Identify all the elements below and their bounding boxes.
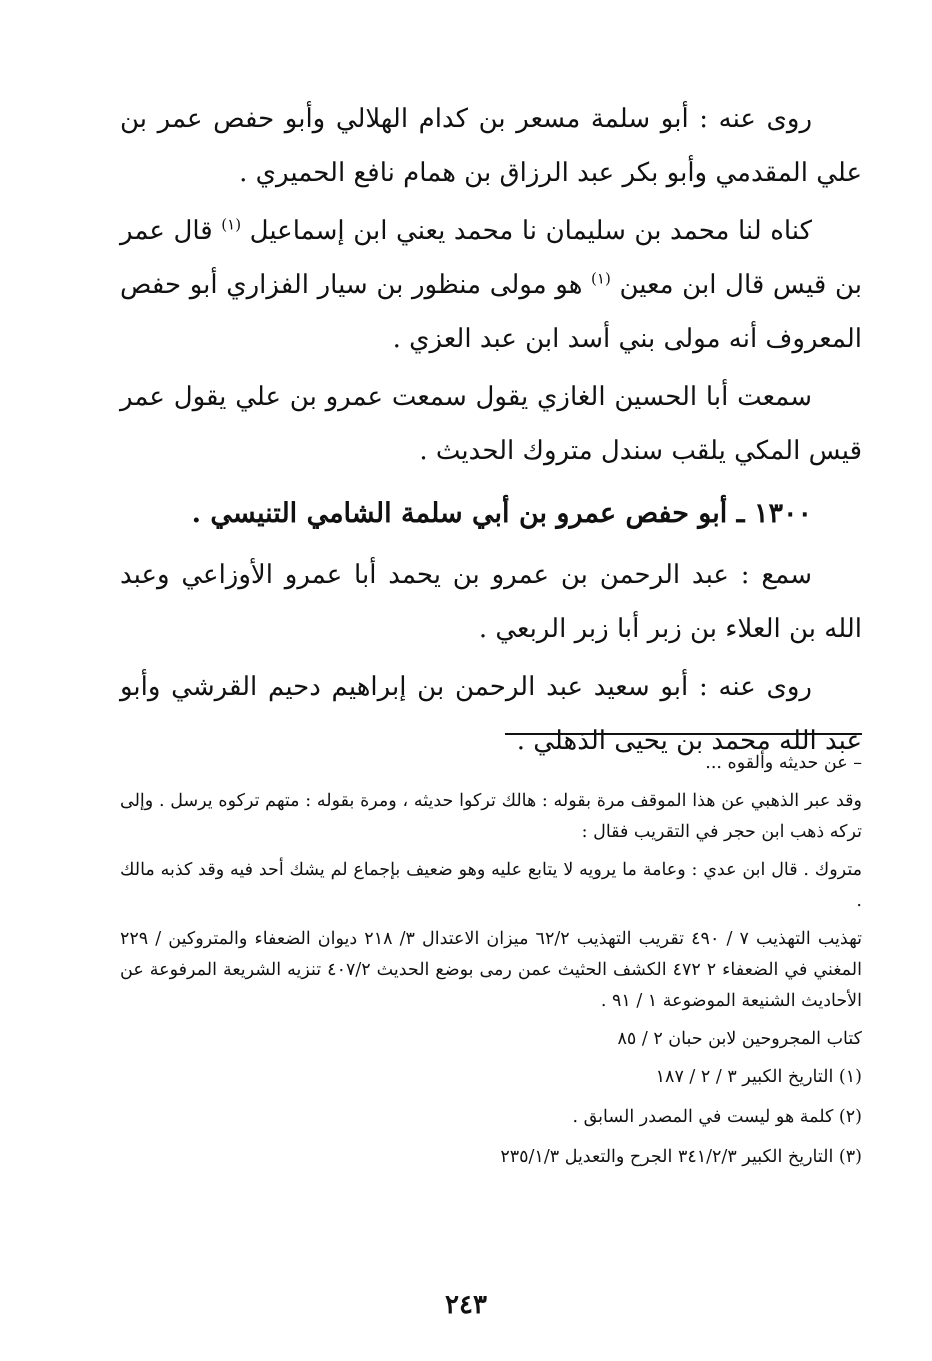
- footnote-divider: [505, 733, 862, 735]
- footnote-marker: (١): [221, 215, 242, 234]
- entry-heading: ١٣٠٠ ـ أبو حفص عمرو بن أبي سلمة الشامي التنيسي .: [191, 498, 812, 529]
- paragraph-text: قال عمر بن قيس قال ابن معين: [120, 216, 862, 300]
- paragraph-text: سمع : عبد الرحمن بن عمرو بن يحمد أبا عمرو الأوزاعي وعبد الله بن العلاء بن زبر أبا زبر الربعي .: [120, 560, 862, 644]
- page-number: ٢٤٣: [445, 1290, 487, 1320]
- paragraph-text: سمعت أبا الحسين الغازي يقول سمعت عمرو بن علي يقول عمر قيس المكي يلقب سندل متروك الحديث .: [120, 382, 862, 466]
- footnote-1: (١) التاريخ الكبير ٣ / ٢ / ١٨٧: [655, 1067, 862, 1087]
- note-line: متروك . قال ابن عدي : وعامة ما يرويه لا يتابع عليه وهو ضعيف بإجماع لم يشك أحد فيه وقد كذبه مالك .: [120, 860, 862, 911]
- paragraph-text: روى عنه : أبو سعيد عبد الرحمن بن إبراهيم دحيم القرشي وأبو عبد الله محمد بن يحيى الذهلي .: [120, 672, 862, 756]
- footnote-marker: (١): [591, 269, 611, 288]
- footnotes-area: [120, 748, 862, 1182]
- main-text: [120, 92, 862, 772]
- footnote-2: (٢) كلمة هو ليست في المصدر السابق .: [572, 1107, 862, 1127]
- paragraph-narrators: [120, 92, 862, 200]
- footnote-3: (٣) التاريخ الكبير ٣٤١/٢/٣ الجرح والتعديل ٢٣٥/١/٣: [500, 1147, 862, 1167]
- paragraph-text: هو مولى منظور بن سيار الفزاري أبو حفص المعروف أنه مولى بني أسد ابن عبد العزي .: [120, 270, 862, 354]
- note-line: – عن حديثه وألقوه ...: [705, 753, 862, 773]
- note-line: كتاب المجروحين لابن حبان ٢ / ٨٥: [617, 1029, 862, 1049]
- paragraph-text: كناه لنا محمد بن سليمان نا محمد يعني ابن إسماعيل: [249, 216, 813, 246]
- note-line: وقد عبر الذهبي عن هذا الموقف مرة بقوله : هالك تركوا حديثه ، ومرة بقوله : متهم تركوه يرسل . وإلى تركه ذهب ابن حجر في التقريب فقال :: [120, 791, 862, 842]
- paragraph-heard: [120, 548, 862, 656]
- paragraph-kunya: [120, 204, 862, 366]
- paragraph-sandal: [120, 370, 862, 478]
- paragraph-text: روى عنه : أبو سلمة مسعر بن كدام الهلالي وأبو حفص عمر بن علي المقدمي وأبو بكر عبد الرزاق بن همام نافع الحميري .: [120, 104, 862, 188]
- note-line: تهذيب التهذيب ٧ / ٤٩٠ تقريب التهذيب ٦٢/٢ ميزان الاعتدال ٣/ ٢١٨ ديوان الضعفاء والمتروكين / ٢٢٩ المغني في الضعفاء ٢ ٤٧٢ الكشف الحثيث عمن رمى بوضع الحديث ٤٠٧/٢ تنزيه الشريعة المرفوعة عن الأحاديث الشنيعة الموضوعة ١ / ٩١ .: [120, 929, 863, 1011]
